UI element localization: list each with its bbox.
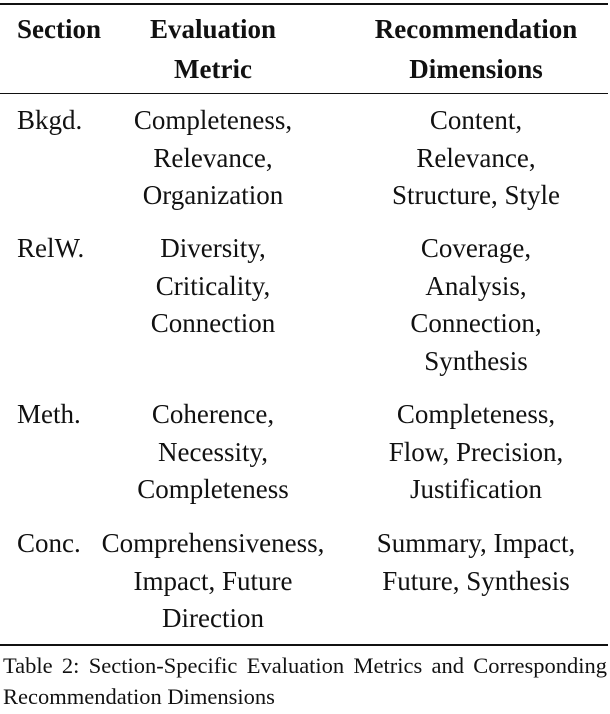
metric-line: Direction	[162, 603, 264, 633]
dimension-line: Structure, Style	[392, 180, 560, 210]
row-relw-section: RelW.	[17, 233, 85, 263]
row-conc-section: Conc.	[17, 528, 81, 558]
dimension-line: Future, Synthesis	[382, 565, 570, 596]
header-evaluation-metric	[88, 9, 338, 89]
header-evaluation-metric-line: Evaluation	[149, 14, 277, 44]
header-recommendation-dimensions-line: Dimensions	[409, 54, 543, 84]
table-bottom-rule	[0, 644, 608, 646]
dimension-line: Relevance,	[416, 142, 536, 173]
metric-line: Relevance,	[153, 142, 273, 173]
row-conc-evaluation-metric	[88, 525, 338, 638]
dimension-line: Flow, Precision,	[388, 436, 564, 467]
row-bkgd-section: Bkgd.	[17, 105, 83, 135]
row-bkgd-evaluation-metric	[88, 102, 338, 215]
header-evaluation-metric-line: Metric	[174, 54, 252, 84]
header-recommendation-dimensions-line: Recommendation	[374, 14, 578, 44]
dimension-line: Connection,	[410, 308, 542, 338]
metric-line: Connection	[150, 308, 276, 338]
metric-line: Criticality,	[155, 270, 271, 301]
dimension-line: Completeness,	[396, 399, 556, 429]
metric-line: Impact, Future	[133, 565, 293, 596]
header-recommendation-dimensions	[350, 9, 602, 89]
row-meth-recommendation-dimensions	[350, 396, 602, 509]
row-relw-evaluation-metric	[88, 230, 338, 343]
table-caption: Table 2: Section-Specific Evaluation Metrics and Corresponding Recommendation Dimensions	[3, 653, 607, 709]
dimension-line: Justification	[410, 474, 542, 504]
table-header-rule	[0, 93, 608, 94]
metric-line: Completeness	[137, 474, 289, 504]
header-section: Section	[17, 14, 101, 44]
row-meth-section: Meth.	[17, 399, 81, 429]
metric-line: Necessity,	[158, 436, 268, 467]
row-bkgd-recommendation-dimensions	[350, 102, 602, 215]
metric-line: Comprehensiveness,	[101, 528, 325, 558]
row-meth-evaluation-metric	[88, 396, 338, 509]
dimension-line: Summary, Impact,	[376, 528, 576, 558]
dimension-line: Content,	[429, 105, 523, 135]
table-top-rule	[0, 3, 608, 5]
dimension-line: Analysis,	[425, 270, 527, 301]
dimension-line: Coverage,	[420, 233, 532, 263]
metric-line: Coherence,	[151, 399, 275, 429]
row-conc-recommendation-dimensions	[350, 525, 602, 600]
row-relw-recommendation-dimensions	[350, 230, 602, 380]
metric-line: Diversity,	[160, 233, 266, 263]
metric-line: Completeness,	[133, 105, 293, 135]
dimension-line: Synthesis	[424, 345, 528, 376]
metric-line: Organization	[142, 180, 284, 210]
